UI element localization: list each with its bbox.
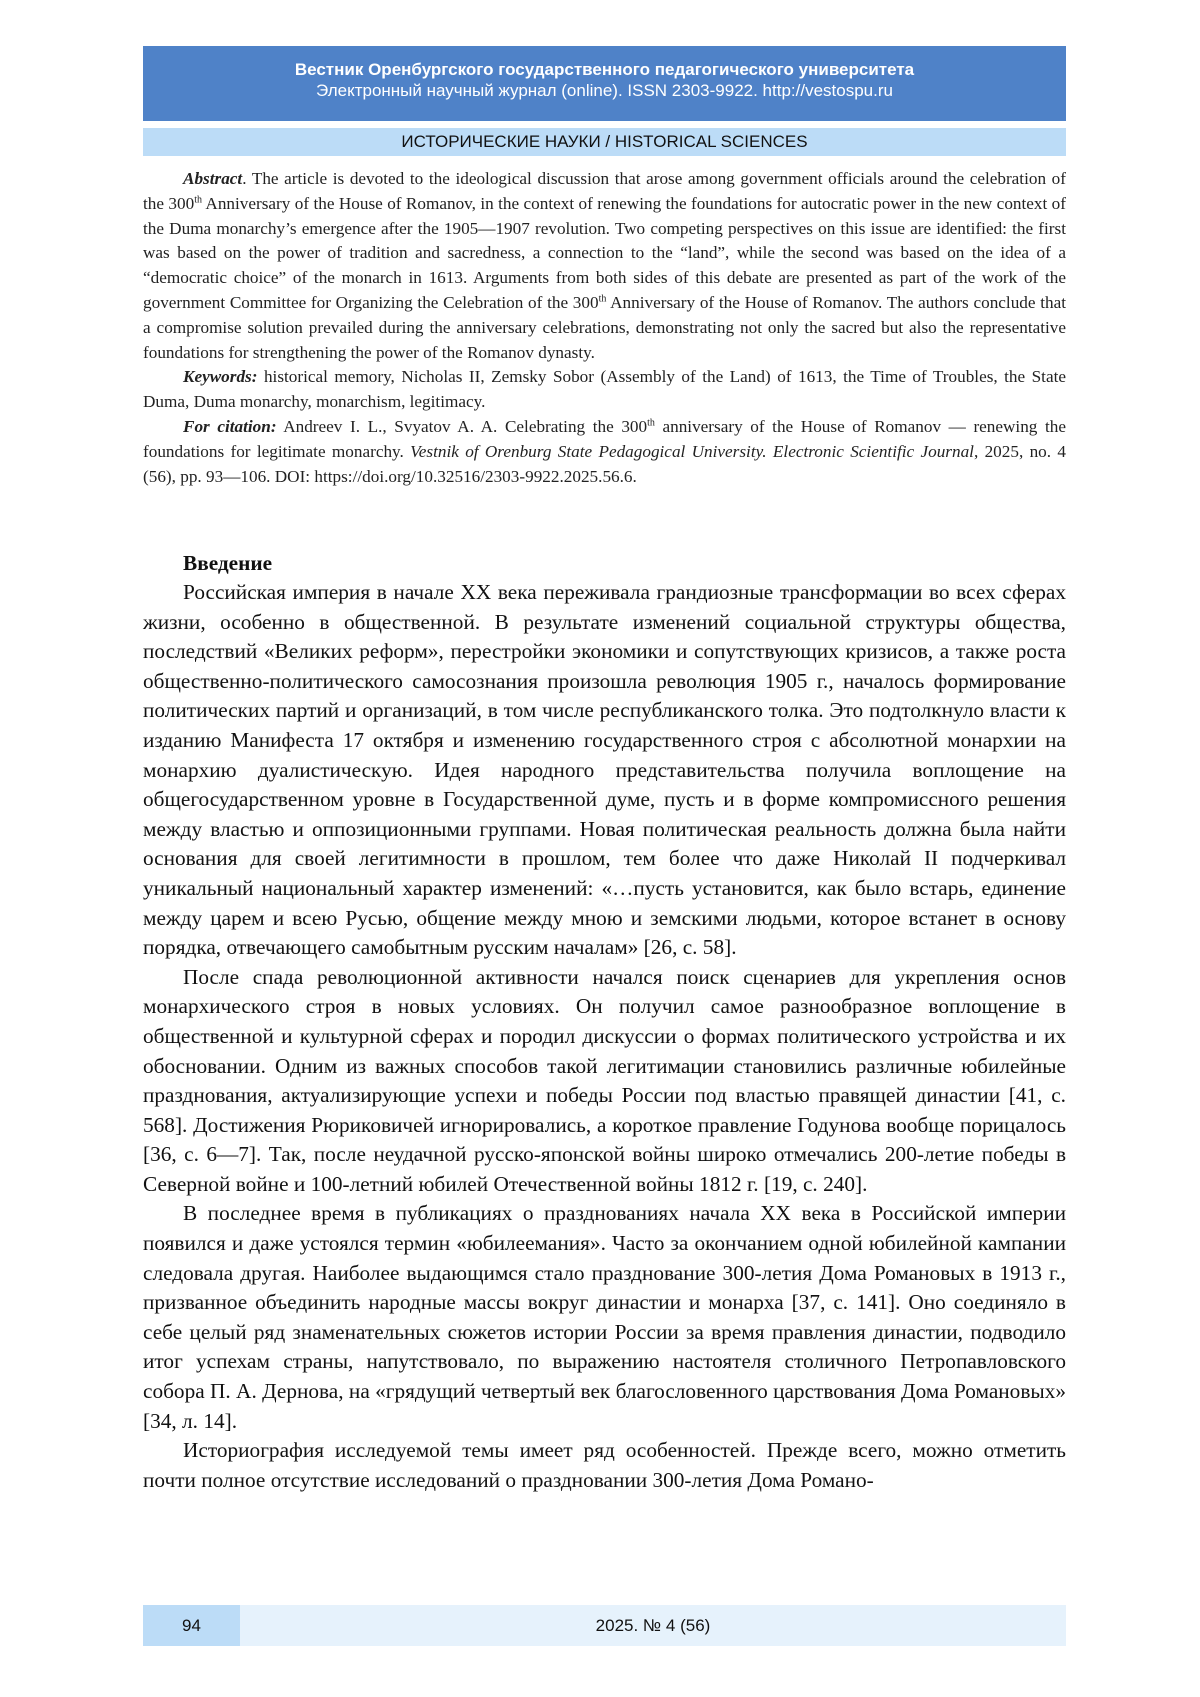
article-body [143, 548, 1066, 1495]
abstract-text-c: Anniversary of the House of Romanov. The authors conclude that a compromise solution prevailed during the anniversary celebrations, demonstrating not only the sacred but also the representative foundations for strengthening the power of the Romanov dynasty. [143, 292, 1067, 362]
citation-journal: Vestnik of Orenburg State Pedagogical University. Electronic Scientific Journal [410, 441, 974, 461]
citation-text-b: anniversary of the House of Romanov — renewing the foundations for legitimate monarchy. [143, 416, 1066, 461]
abstract-text-b: Anniversary of the House of Romanov, in the context of renewing the foundations for autocratic power in the new context of the Duma monarchy’s emergence after the 1905—1907 revolution. Two competing perspectives on this issue are identified: the first was based on the power of tradition and sacredness, a connection to the “land”, while the second was based on the idea of a “democratic choice” of the monarch in 1613. Arguments from both sides of this debate are presented as part of the work of the government Committee for Organizing the Celebration of the 300 [143, 193, 1066, 312]
citation-label: For citation: [183, 416, 277, 436]
abstract-label: Abstract [183, 169, 243, 188]
journal-title: Вестник Оренбургского государственного педагогического университета [294, 60, 915, 79]
citation-text-a: Andreev I. L., Svyatov A. A. Celebrating the 300 [276, 416, 648, 436]
page-number: 94 [143, 1605, 240, 1646]
citation-sup: th [647, 417, 655, 429]
body-paragraph: Историография исследуемой темы имеет ряд особенностей. Прежде всего, можно отметить почти полное отсутствие исследований о праздновании 300-летия Дома Романо- [143, 1438, 1066, 1492]
abstract-block [143, 167, 1066, 489]
section-label: ИСТОРИЧЕСКИЕ НАУКИ / HISTORICAL SCIENCES [143, 128, 1066, 156]
abstract-paragraph [143, 167, 1066, 365]
body-paragraph: После спада революционной активности начался поиск сценариев для укрепления основ монархического строя в новых условиях. Он получил самое разнообразное воплощение в общественной и культурной сферах и породил дискуссии о формах политического устройства и их обосновании. Одним из важных способов такой легитимации становились различные юбилейные празднования, актуализирующие успехи и победы России под властью правящей династии [41, с. 568]. Достижения Рюриковичей игнорировались, а короткое правление Годунова вообще порицалось [36, с. 6—7]. Так, после неудачной русско-японской войны широко отмечались 200-летие победы в Северной войне и 100-летний юбилей Отечественной войны 1812 г. [19, с. 240]. [143, 964, 1066, 1196]
abstract-sup-1: th [194, 194, 202, 206]
body-paragraph: В последнее время в публикациях о празднованиях начала XX века в Российской империи появился и даже устоялся термин «юбилеемания». Часто за окончанием одной юбилейной кампании следовала другая. Наиболее выдающимся стало празднование 300-летия Дома Романовых в 1913 г., призванное объединить народные массы вокруг династии и монарха [37, с. 141]. Оно соединяло в себе целый ряд знаменательных сюжетов истории России за время правления династии, подводило итог успехам страны, напутствовало, по выражению настоятеля столичного Петропавловского собора П. А. Дернова, на «грядущий четвертый век благословенного царствования Дома Романовых» [34, л. 14]. [143, 1201, 1066, 1433]
journal-subtitle: Электронный научный журнал (online). ISSN 2303-9922. http://vestospu.ru [316, 81, 893, 100]
section-heading: Введение [183, 551, 273, 575]
abstract-text-a: . The article is devoted to the ideological discussion that arose among government officials around the celebration of the 300 [143, 169, 1066, 213]
keywords-text: historical memory, Nicholas II, Zemsky Sobor (Assembly of the Land) of 1613, the Time of Troubles, the State Duma, Duma monarchy, monarchism, legitimacy. [143, 367, 1066, 412]
issue-info: 2025. № 4 (56) [240, 1605, 1066, 1646]
citation-paragraph [143, 415, 1066, 489]
abstract-sup-2: th [598, 293, 607, 305]
body-paragraph: Российская империя в начале XX века переживала грандиозные трансформации во всех сферах жизни, особенно в общественной. В результате изменений социальной структуры общества, последствий «Великих реформ», перестройки экономики и сопутствующих кризисов, а также роста общественно-политического самосознания произошла революция 1905 г., началось формирование политических партий и организаций, в том числе республиканского толка. Это подтолкнуло власти к изданию Манифеста 17 октября и изменению государственного строя с абсолютной монархии на монархию дуалистическую. Идея народного представительства получила воплощение на общегосударственном уровне в Государственной думе, пусть и в форме компромиссного решения между властью и оппозиционными группами. Новая политическая реальность должна была найти основания для своей легитимности в прошлом, тем более что даже Николай II подчеркивал уникальный национальный характер изменений: «…пусть установится, как было встарь, единение между царем и всею Русью, общение между мною и земскими людьми, которое встанет в основу порядка, отвечающего самобытным русским началам» [26, с. 58]. [143, 580, 1066, 960]
journal-header [143, 46, 1066, 121]
citation-text-c: , 2025, no. 4 (56), pp. 93—106. DOI: https://doi.org/10.32516/2303-9922.2025.56.6. [143, 441, 1067, 486]
keywords-paragraph [143, 365, 1066, 415]
keywords-label: Keywords: [183, 367, 258, 387]
